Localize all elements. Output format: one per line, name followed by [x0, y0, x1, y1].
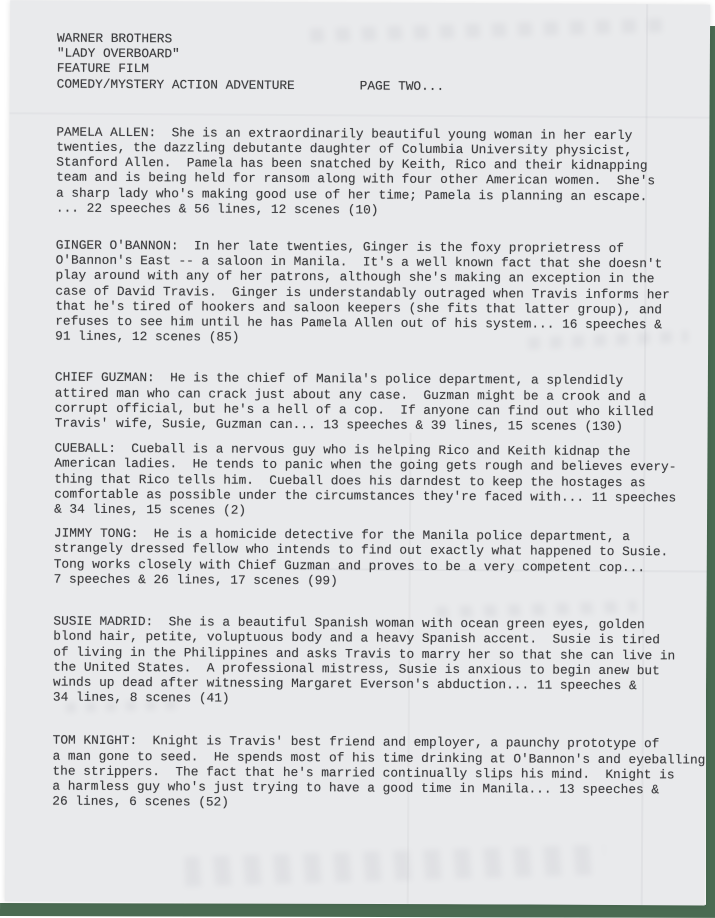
- scanned-page: [5, 0, 710, 905]
- character-description: He is a homicide detective for the Manila police department, a strangely dressed fellow who intends to find out exactly what happened to Susie. Tong works closely with Chief Guzman and proves to be a very competent cop... 7 speeches & 26 lines, 17 scenes (99): [53, 526, 669, 589]
- header-title: "LADY OVERBOARD": [56, 45, 180, 62]
- character-description: In her late twenties, Ginger is the foxy proprietress of O'Bannon's East -- a saloon in Manila. It's a well known fact that she doesn't play around with any of her patrons, although she's making an exception in the case of David Travis. Ginger is understandably outraged when Travis informs her that he's tired of hookers and saloon keepers (she fits that latter group), and refuses to see him until he has Pamela Allen out of his system... 16 speeches & 91 lines, 12 scenes (85): [55, 238, 670, 345]
- character-name: SUSIE MADRID:: [53, 613, 154, 630]
- character-entry-cueball: [54, 441, 715, 521]
- header-genre-line: [57, 76, 715, 95]
- character-name: JIMMY TONG:: [53, 525, 139, 542]
- page-header: [57, 31, 715, 96]
- character-name: PAMELA ALLEN:: [56, 124, 157, 141]
- character-entry-jimmy-tong: [54, 526, 715, 591]
- header-studio: WARNER BROTHERS: [56, 30, 173, 47]
- character-description: She is an extraordinarily beautiful young woman in her early twenties, the dazzling debutante daughter of Columbia University physicist, Stanford Allen. Pamela has been snatched by Keith, Rico and their kidnapping team and is being held for ransom along with four other American women. She's a sharp lady who's making good use of her time; Pamela is planning an escape. ... 22 speeches & 56 lines, 12 scenes (10): [55, 125, 656, 218]
- character-description: He is the chief of Manila's police department, a splendidly attired man who can crack just about any case. Guzman might be a crook and a corrupt official, but he's a hell of a cop. If anyone can find out who killed Travis' wife, Susie, Guzman can... 13 speeches & 39 lines, 15 scenes (130): [54, 370, 654, 435]
- character-name: CHIEF GUZMAN:: [54, 370, 155, 386]
- character-description: She is a beautiful Spanish woman with ocean green eyes, golden blond hair, petite, voluptuous body and a heavy Spanish accent. Susie is tired of living in the Philippines and asks Travis to marry her so that she can live in the United States. A professional mistress, Susie is anxious to begin anew but winds up dead after witnessing Margaret Everson's abduction... 11 speeches & 34 lines, 8 scenes (41): [52, 614, 676, 706]
- typewritten-text: [52, 31, 715, 813]
- header-format: FEATURE FILM: [56, 60, 149, 77]
- character-name: GINGER O'BANNON:: [55, 237, 179, 254]
- header-page-number: PAGE TWO...: [359, 78, 445, 94]
- character-entry-ginger-obannon: [55, 238, 715, 348]
- character-entry-tom-knight: [52, 733, 714, 813]
- bleed-through-mark: [185, 845, 606, 887]
- character-entry-chief-guzman: [55, 370, 715, 435]
- character-name: CUEBALL:: [54, 440, 116, 457]
- character-description: Knight is Travis' best friend and employer, a paunchy prototype of a man gone to seed. He spends most of his time drinking at O'Bannon's and eyeballing the strippers. The fact that he's married continually slips his mind. Knight is a harmless guy who's just trying to have a good time in Manila... 13 speeches & 26 lines, 6 scenes (52): [52, 733, 706, 810]
- header-genre: COMEDY/MYSTERY ACTION ADVENTURE: [56, 76, 295, 93]
- character-entry-susie-madrid: [53, 614, 715, 709]
- character-description: Cueball is a nervous guy who is helping Rico and Keith kidnap the American ladies. He tends to panic when the going gets rough and believes every- thing that Rico tells him. Cueball does his darndest to keep the hostages as comfortable as possible under the circumstances they're faced with... 11 speeches & 34 lines, 15 scenes (2): [54, 441, 677, 518]
- character-name: TOM KNIGHT:: [52, 732, 138, 749]
- character-entry-pamela-allen: [56, 124, 715, 219]
